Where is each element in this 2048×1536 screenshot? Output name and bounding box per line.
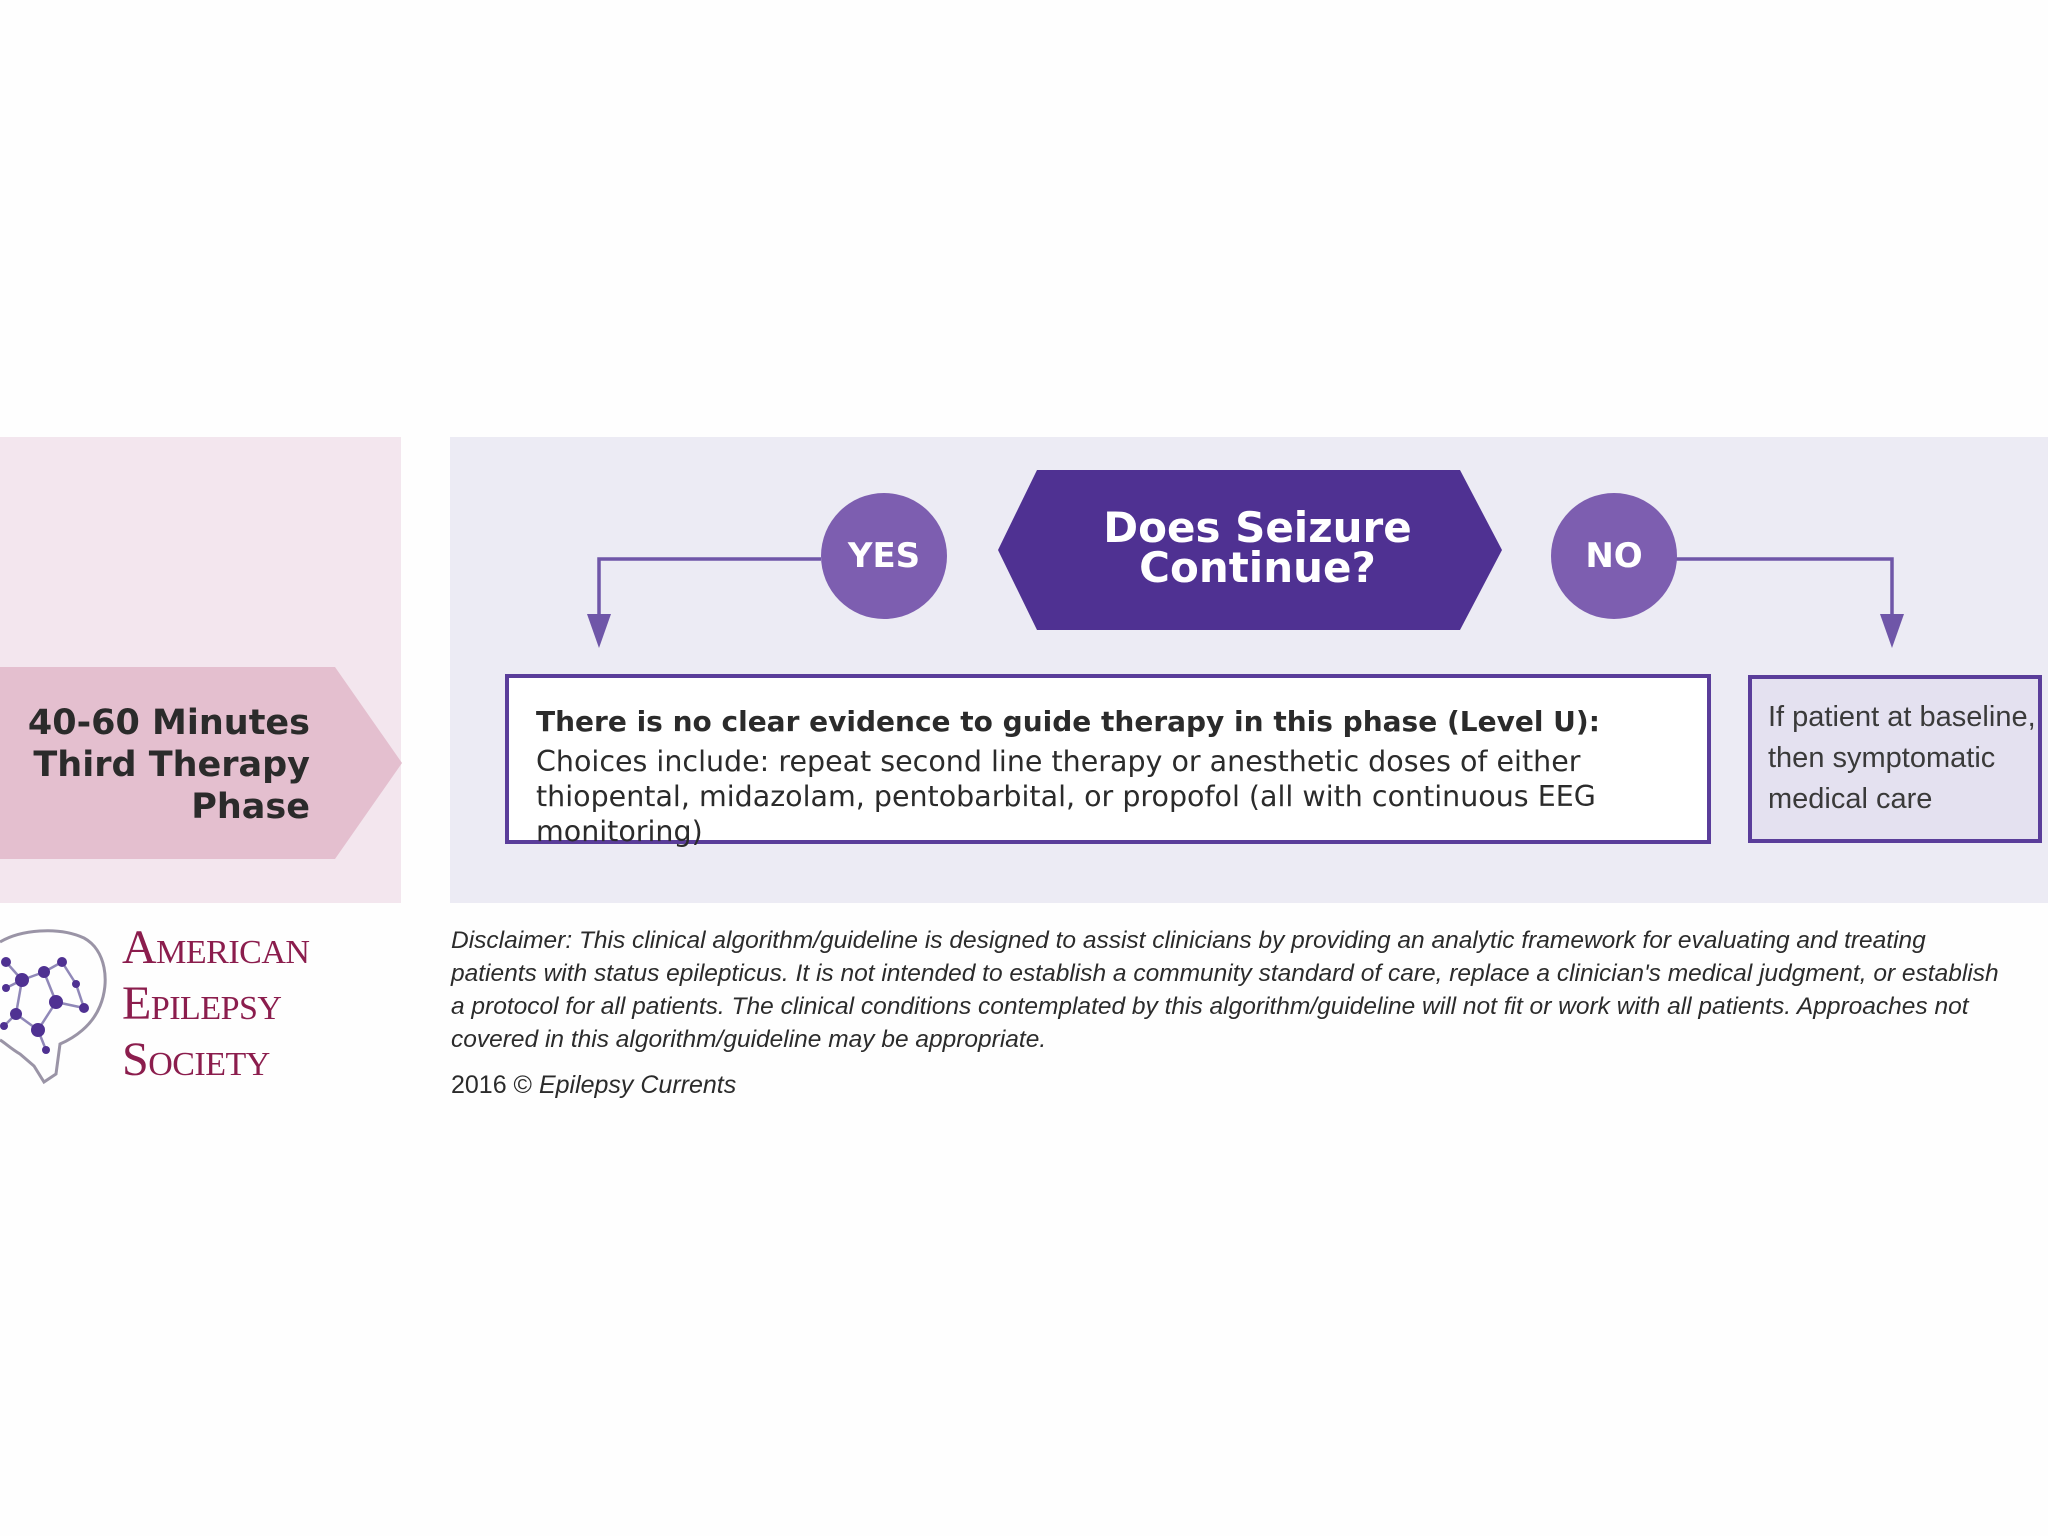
copyright-line <box>451 1071 736 1100</box>
decision-question-line2: Continue? <box>1139 543 1376 592</box>
decision-question <box>1000 500 1515 596</box>
disclaimer-text: Disclaimer: This clinical algorithm/guideline is designed to assist clinicians by providing an analytic framework for evaluating and treating patients with status epilepticus. It is not intended to establish a community standard of care, replace a clinician's medical judgment, or establish a protocol for all patients. The clinical conditions contemplated by this algorithm/guideline will not fit or work with all patients. Approaches not covered in this algorithm/guideline may be appropriate. <box>451 927 1999 1053</box>
phase-label-line2: Third Therapy <box>33 745 310 785</box>
yes-label: YES <box>847 536 921 576</box>
yes-branch-body: Choices include: repeat second line therapy or anesthetic doses of either thiopental, midazolam, pentobarbital, or propofol (all with continuous EEG monitoring) <box>536 745 1596 848</box>
decision-question-line1: Does Seizure <box>1103 503 1412 552</box>
copyright-year: 2016 © <box>451 1071 532 1099</box>
no-arrowhead <box>1880 614 1904 648</box>
logo-line1: American <box>122 921 310 974</box>
yes-branch-heading: There is no clear evidence to guide therapy in this phase (Level U): <box>536 705 1600 738</box>
yes-branch-box <box>505 674 1711 848</box>
no-branch-line2: then symptomatic <box>1768 742 1996 774</box>
copyright-source: Epilepsy Currents <box>538 1071 737 1099</box>
phase-label-line3: Phase <box>191 787 310 827</box>
yes-connector-line <box>599 559 821 632</box>
organization-logo-text <box>122 920 412 1088</box>
no-branch-line3: medical care <box>1768 783 1933 815</box>
brain-network-icon <box>0 926 110 1086</box>
logo-line3: Society <box>122 1033 270 1086</box>
no-branch-box <box>1748 675 2042 843</box>
logo-line2: Epilepsy <box>122 977 282 1030</box>
no-branch-line1: If patient at baseline, <box>1768 701 2036 733</box>
no-label: NO <box>1585 536 1643 576</box>
phase-label-line1: 40-60 Minutes <box>27 703 310 743</box>
no-connector-line <box>1676 559 1892 632</box>
yes-arrowhead <box>587 614 611 648</box>
